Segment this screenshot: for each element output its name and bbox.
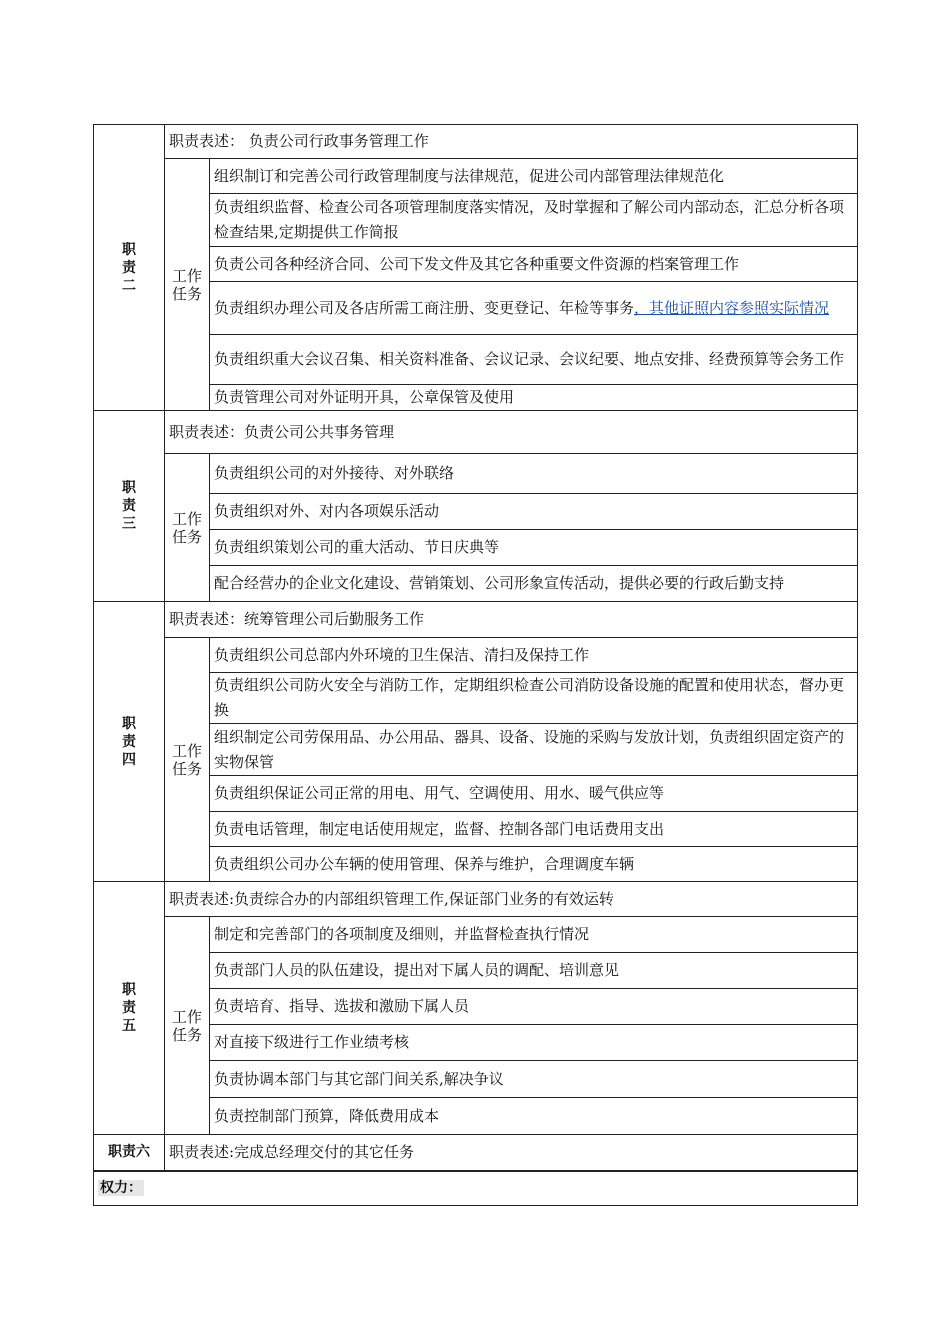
duty4-task-5: 负责电话管理，制定电话使用规定，监督、控制各部门电话费用支出: [210, 812, 858, 847]
duty-table: [93, 124, 858, 1206]
duty2-heading: 职责二: [94, 125, 165, 411]
duty5-task-1: 制定和完善部门的各项制度及细则，并监督检查执行情况: [210, 917, 858, 953]
duty4-task-2: 负责组织公司防火安全与消防工作，定期组织检查公司消防设备设施的配置和使用状态，督办更换: [210, 673, 858, 724]
duty5-task-2: 负责部门人员的队伍建设，提出对下属人员的调配、培训意见: [210, 953, 858, 989]
duty2-task-1: 组织制订和完善公司行政管理制度与法律规范，促进公司内部管理法律规范化: [210, 159, 858, 194]
duty4-task-4: 负责组织保证公司正常的用电、用气、空调使用、用水、暖气供应等: [210, 776, 858, 812]
duty2-task-6: 负责管理公司对外证明开具，公章保管及使用: [210, 385, 858, 411]
duty5-task-label: 工作任务: [165, 917, 210, 1135]
duty4-task-6: 负责组织公司办公车辆的使用管理、保养与维护，合理调度车辆: [210, 847, 858, 882]
power-row: [94, 1171, 858, 1206]
duty2-desc-row: [94, 125, 858, 159]
duty6-heading: 职责六: [94, 1135, 165, 1171]
table-row: [94, 638, 858, 673]
duty3-heading: 职责三: [94, 411, 165, 602]
duty2-task-4: [210, 282, 858, 335]
duty3-desc: 职责表述：负责公司公共事务管理: [165, 411, 858, 454]
duty2-task-5: 负责组织重大会议召集、相关资料准备、会议记录、会议纪要、地点安排、经费预算等会务工作: [210, 335, 858, 385]
duty5-task-3: 负责培育、指导、选拔和激励下属人员: [210, 989, 858, 1025]
duty3-task-3: 负责组织策划公司的重大活动、节日庆典等: [210, 530, 858, 566]
job-description-page: [93, 124, 857, 1206]
duty5-desc-row: [94, 882, 858, 917]
duty5-task-4: 对直接下级进行工作业绩考核: [210, 1025, 858, 1061]
duty4-task-label: 工作任务: [165, 638, 210, 882]
duty6-row: [94, 1135, 858, 1171]
duty4-desc: 职责表述：统筹管理公司后勤服务工作: [165, 602, 858, 638]
duty3-task-2: 负责组织对外、对内各项娱乐活动: [210, 494, 858, 530]
duty2-task-4-link[interactable]: ，其他证照内容参照实际情况: [634, 298, 830, 317]
duty3-desc-row: [94, 411, 858, 454]
duty2-task-4-text: 负责组织办理公司及各店所需工商注册、变更登记、年检等事务: [214, 298, 635, 317]
table-row: [94, 917, 858, 953]
duty4-task-1: 负责组织公司总部内外环境的卫生保洁、清扫及保持工作: [210, 638, 858, 673]
duty2-desc: 职责表述： 负责公司行政事务管理工作: [165, 125, 858, 159]
duty3-task-label: 工作任务: [165, 454, 210, 602]
power-label: 权力：: [100, 1180, 142, 1197]
power-cell: [94, 1171, 858, 1206]
duty5-task-6: 负责控制部门预算，降低费用成本: [210, 1098, 858, 1135]
duty4-heading: 职责四: [94, 602, 165, 882]
table-row: [94, 159, 858, 194]
duty2-task-3: 负责公司各种经济合同、公司下发文件及其它各种重要文件资源的档案管理工作: [210, 247, 858, 282]
duty6-desc: 职责表述:完成总经理交付的其它任务: [165, 1135, 858, 1171]
duty2-task-label: 工作任务: [165, 159, 210, 411]
duty3-task-4: 配合经营办的企业文化建设、营销策划、公司形象宣传活动，提供必要的行政后勤支持: [210, 566, 858, 602]
duty4-task-3: 组织制定公司劳保用品、办公用品、器具、设备、设施的采购与发放计划，负责组织固定资产的实物保管: [210, 724, 858, 776]
duty5-task-5: 负责协调本部门与其它部门间关系,解决争议: [210, 1061, 858, 1098]
duty3-task-1: 负责组织公司的对外接待、对外联络: [210, 454, 858, 494]
table-row: [94, 454, 858, 494]
duty2-task-2: 负责组织监督、检查公司各项管理制度落实情况，及时掌握和了解公司内部动态，汇总分析各项检查结果,定期提供工作简报: [210, 194, 858, 247]
duty4-desc-row: [94, 602, 858, 638]
duty5-desc: 职责表述:负责综合办的内部组织管理工作,保证部门业务的有效运转: [165, 882, 858, 917]
duty5-heading: 职责五: [94, 882, 165, 1135]
